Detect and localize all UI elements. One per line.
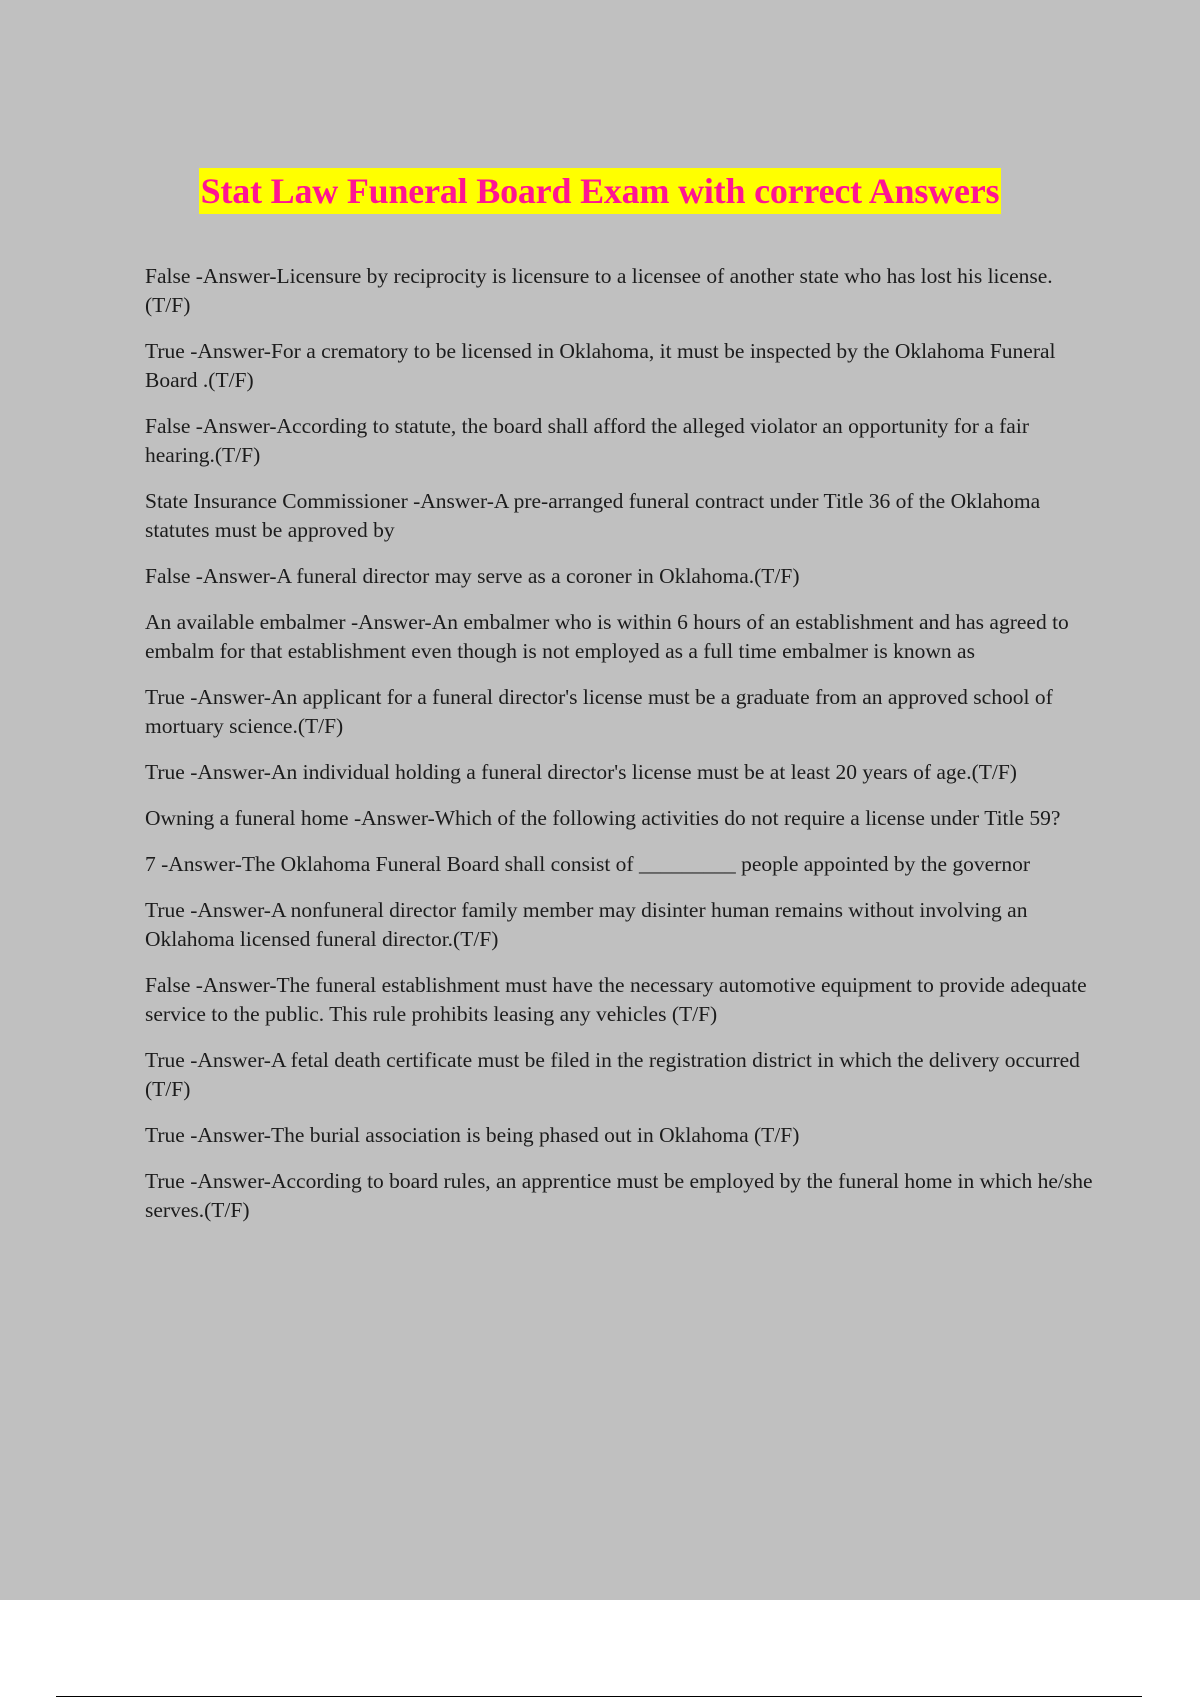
qa-item: False -Answer-Licensure by reciprocity is licensure to a licensee of another state who has lost his license. (T/F) <box>145 264 1053 317</box>
qa-item: An available embalmer -Answer-An embalmer who is within 6 hours of an establishment and has agreed to embalm for that establishment even though is not employed as a full time embalmer is known as <box>145 610 1069 663</box>
qa-item: Owning a funeral home -Answer-Which of the following activities do not require a license under Title 59? <box>145 806 1061 830</box>
title-container <box>0 168 1200 214</box>
qa-item: True -Answer-According to board rules, an apprentice must be employed by the funeral home in which he/she serves.(T/F) <box>145 1169 1093 1222</box>
qa-item: 7 -Answer-The Oklahoma Funeral Board shall consist of _________ people appointed by the governor <box>145 852 1031 876</box>
qa-list <box>145 262 1095 1242</box>
qa-item: True -Answer-A fetal death certificate must be filed in the registration district in which the delivery occurred (T/F) <box>145 1048 1080 1101</box>
qa-item: False -Answer-The funeral establishment must have the necessary automotive equipment to provide adequate service to the public. This rule prohibits leasing any vehicles (T/F) <box>145 973 1087 1026</box>
qa-item: True -Answer-The burial association is being phased out in Oklahoma (T/F) <box>145 1123 800 1147</box>
qa-item: False -Answer-According to statute, the board shall afford the alleged violator an opportunity for a fair hearing.(T/F) <box>145 414 1029 467</box>
qa-item: True -Answer-A nonfuneral director family member may disinter human remains without involving an Oklahoma licensed funeral director.(T/F) <box>145 898 1028 951</box>
qa-item: True -Answer-An individual holding a funeral director's license must be at least 20 years of age.(T/F) <box>145 760 1017 784</box>
document-title: Stat Law Funeral Board Exam with correct Answers <box>199 168 1002 214</box>
qa-item: State Insurance Commissioner -Answer-A pre-arranged funeral contract under Title 36 of the Oklahoma statutes must be approved by <box>145 489 1041 542</box>
qa-item: True -Answer-For a crematory to be licensed in Oklahoma, it must be inspected by the Oklahoma Funeral Board .(T/F) <box>145 339 1056 392</box>
footer-rule <box>56 1696 1142 1697</box>
qa-item: False -Answer-A funeral director may serve as a coroner in Oklahoma.(T/F) <box>145 564 800 588</box>
qa-item: True -Answer-An applicant for a funeral director's license must be a graduate from an approved school of mortuary science.(T/F) <box>145 685 1053 738</box>
